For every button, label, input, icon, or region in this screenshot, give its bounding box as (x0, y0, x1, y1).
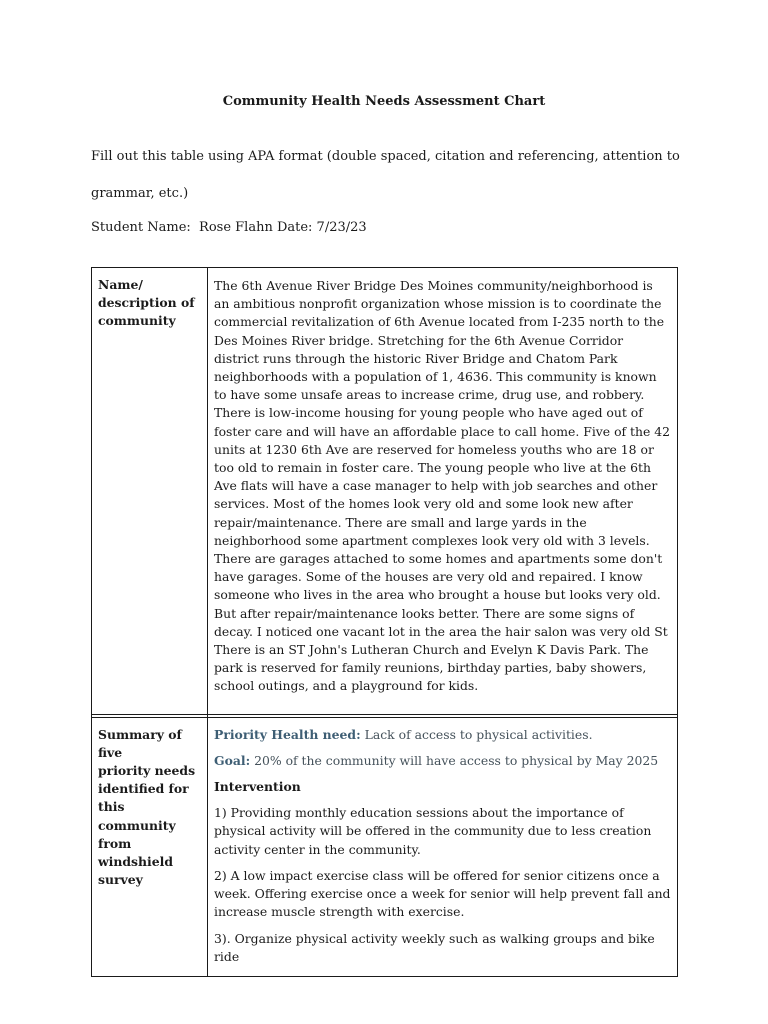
row-label-priority-needs (92, 717, 208, 976)
intervention-item: 2) A low impact exercise class will be offered for senior citizens once a week. Offering exercise once a week for senior will help prevent fall and increase muscle strength with exercise. (214, 867, 671, 920)
page-title: Community Health Needs Assessment Chart (222, 94, 546, 109)
student-name-date: Student Name: Rose Flahn Date: 7/23/23 (91, 220, 367, 235)
row-label-line: this community (98, 799, 176, 833)
row-label-line: identified for (98, 781, 189, 797)
goal-value: 20% of the community will have access to physical by May 2025 (250, 752, 659, 768)
row-label-line: description of (98, 295, 195, 311)
table-row-priority-needs (92, 717, 678, 976)
priority-label: Priority Health need: (214, 726, 361, 742)
row-label-line: from windshield (98, 835, 173, 870)
priority-needs-content (208, 717, 678, 976)
assessment-table (91, 267, 678, 977)
intervention-heading: Intervention (214, 779, 301, 795)
goal-label: Goal: (214, 752, 251, 768)
priority-health-need (214, 726, 671, 744)
intervention-item: 3). Organize physical activity weekly such as walking groups and bike ride (214, 930, 655, 964)
row-label-line: priority needs (98, 763, 196, 779)
intervention-item: 1) Providing monthly education sessions about the importance of physical activity will be offered in the community due to less creation activity center in the community. (214, 805, 652, 857)
goal-statement (214, 752, 671, 770)
priority-value: Lack of access to physical activities. (360, 726, 593, 742)
row-label-community (92, 268, 208, 715)
instructions-text: Fill out this table using APA format (double spaced, citation and referencing, attention to grammar, etc.) (91, 149, 680, 201)
row-label-line: survey (98, 872, 143, 888)
community-description: The 6th Avenue River Bridge Des Moines community/neighborhood is an ambitious nonprofit organization whose mission is to coordinate the commercial revitalization of 6th Avenue located from I-235 north to the Des Moines River bridge. Stretching for the 6th Avenue Corridor district runs through the historic River Bridge and Chatom Park neighborhoods with a population of 1, 4636. This community is known to have some unsafe areas to increase crime, drug use, and robbery. There is low-income housing for young people who have aged out of foster care and will have an affordable place to call home. Five of the 42 units at 1230 6th Ave are reserved for homeless youths who are 18 or too old to remain in foster care. The young people who live at the 6th Ave flats will have a case manager to help with job searches and other services. Most of the homes look very old and some look new after repair/maintenance. There are small and large yards in the neighborhood some apartment complexes look very old with 3 levels. There are garages attached to some homes and apartments some don't have garages. Some of the houses are very old and repaired. I know someone who lives in the area who brought a house but looks very old. But after repair/maintenance looks better. There are some signs of decay. I noticed one vacant lot in the area the hair salon was very old St There is an ST John's Lutheran Church and Evelyn K Davis Park. The park is reserved for family reunions, birthday parties, baby showers, school outings, and a playground for kids. (208, 268, 678, 715)
row-label-line: Summary of five (98, 726, 182, 760)
row-label-line: community (98, 313, 176, 329)
table-row-community (92, 268, 678, 715)
row-label-line: Name/ (98, 277, 143, 292)
